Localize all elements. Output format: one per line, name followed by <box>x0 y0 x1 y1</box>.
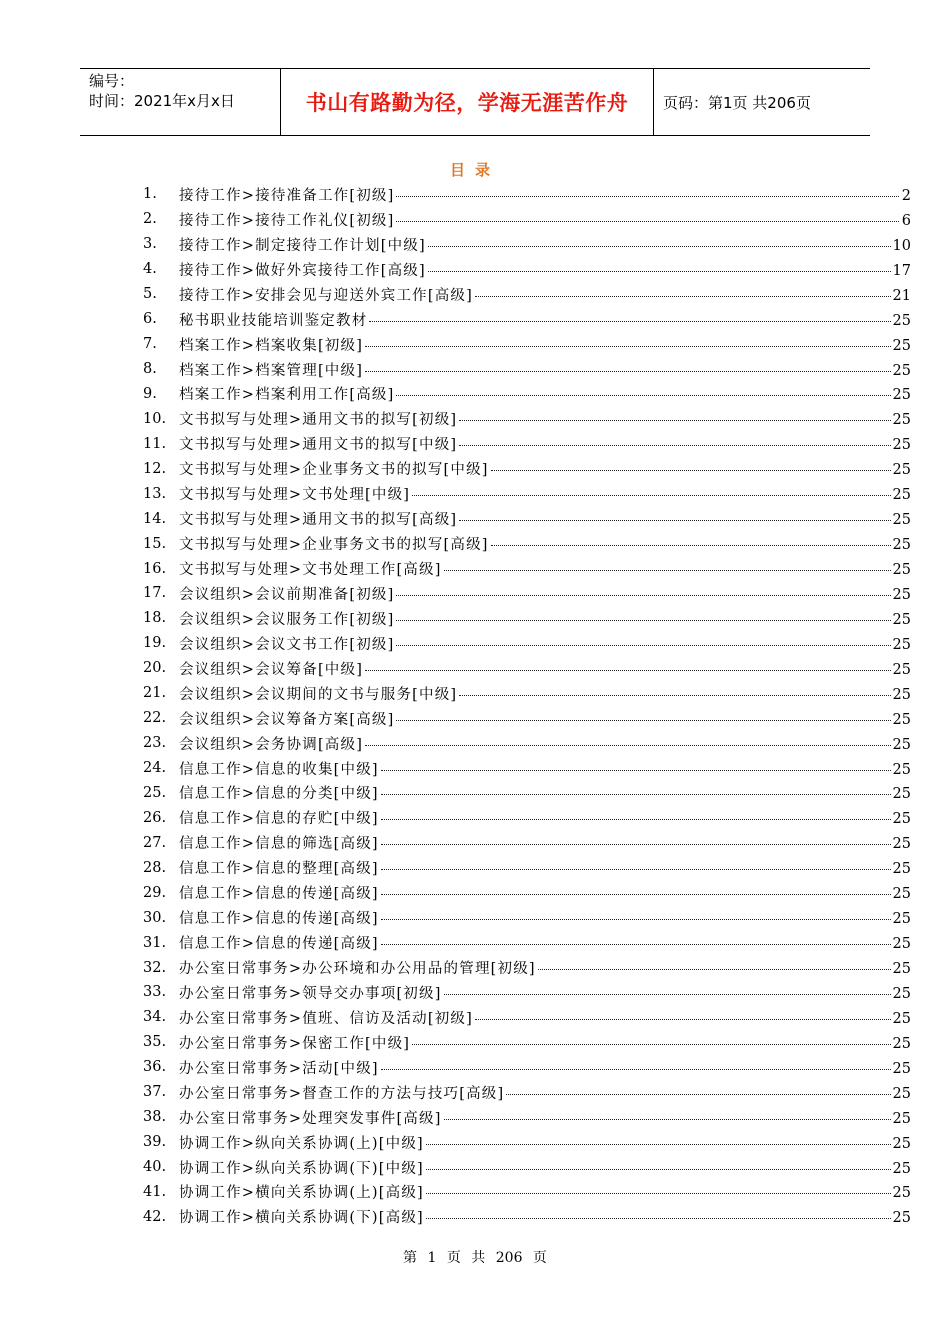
toc-entry-page: 25 <box>892 412 911 429</box>
toc-entry-page: 25 <box>892 985 911 1002</box>
toc-entry-page: 25 <box>892 1010 911 1027</box>
toc-dot-leader <box>381 830 891 845</box>
toc-dot-leader <box>459 431 890 446</box>
toc-entry[interactable] <box>0 1005 950 1030</box>
toc-entry-label[interactable]: 会议组织>会议服务工作[初级] <box>179 611 395 628</box>
toc-entry-label[interactable]: 档案工作>档案利用工作[高级] <box>179 387 395 404</box>
toc-entry-body <box>179 782 911 803</box>
toc-entry-page: 25 <box>892 936 911 953</box>
toc-entry-page: 25 <box>892 786 911 803</box>
toc-entry-body <box>179 982 911 1003</box>
toc-dot-leader <box>396 631 890 646</box>
toc-entry-number: 40. <box>143 1159 167 1176</box>
toc-dot-leader <box>475 1005 891 1020</box>
toc-entry-label[interactable]: 信息工作>信息的传递[高级] <box>179 911 379 928</box>
toc-entry-body <box>179 832 911 853</box>
toc-entry-page: 25 <box>892 437 911 454</box>
table-of-contents <box>0 182 950 1229</box>
toc-entry-label[interactable]: 档案工作>档案收集[初级] <box>179 337 364 354</box>
toc-entry[interactable] <box>0 731 950 756</box>
toc-entry-page: 25 <box>892 636 911 653</box>
toc-entry-page: 25 <box>892 836 911 853</box>
toc-entry-label[interactable]: 档案工作>档案管理[中级] <box>179 362 364 379</box>
toc-entry-label[interactable]: 秘书职业技能培训鉴定教材 <box>179 312 368 329</box>
toc-entry-body <box>179 334 911 355</box>
toc-entry-number: 35. <box>143 1034 167 1051</box>
toc-entry-number: 28. <box>143 859 167 876</box>
toc-entry-page: 25 <box>892 611 911 628</box>
toc-entry-number: 1. <box>143 186 157 203</box>
toc-entry-label[interactable]: 接待工作>安排会见与迎送外宾工作[高级] <box>179 287 473 304</box>
toc-entry-body <box>179 533 911 554</box>
toc-entry-number: 23. <box>143 735 167 752</box>
document-date: 时间：2021年x月x日 <box>89 92 235 110</box>
toc-entry[interactable] <box>0 1204 950 1229</box>
toc-entry-number: 13. <box>143 485 167 502</box>
toc-entry-number: 14. <box>143 510 167 527</box>
toc-entry-number: 6. <box>143 311 157 328</box>
toc-entry[interactable] <box>0 556 950 581</box>
toc-dot-leader <box>459 681 890 696</box>
toc-entry-label[interactable]: 信息工作>信息的传递[高级] <box>179 936 379 953</box>
toc-entry-label[interactable]: 办公室日常事务>活动[中级] <box>179 1060 379 1077</box>
toc-entry-number: 7. <box>143 336 157 353</box>
toc-entry-number: 8. <box>143 361 157 378</box>
toc-entry-page: 25 <box>892 1110 911 1127</box>
toc-entry-body <box>179 1181 911 1202</box>
toc-entry-page: 25 <box>892 562 911 579</box>
toc-entry-number: 37. <box>143 1084 167 1101</box>
toc-entry-label[interactable]: 信息工作>信息的分类[中级] <box>179 786 379 803</box>
toc-entry-page: 25 <box>892 1185 911 1202</box>
toc-entry-page: 21 <box>892 287 911 304</box>
toc-entry-page: 25 <box>892 337 911 354</box>
toc-entry-number: 16. <box>143 560 167 577</box>
toc-entry-page: 25 <box>892 886 911 903</box>
toc-entry-page: 25 <box>892 512 911 529</box>
toc-entry-number: 38. <box>143 1109 167 1126</box>
toc-entry-label[interactable]: 文书拟写与处理>文书处理工作[高级] <box>179 562 442 579</box>
toc-dot-leader <box>381 805 891 820</box>
toc-entry-page: 25 <box>892 1160 911 1177</box>
toc-entry-body <box>179 583 911 604</box>
toc-entry-body <box>179 558 911 579</box>
toc-entry-body <box>179 1107 911 1128</box>
toc-entry[interactable] <box>0 257 950 282</box>
toc-dot-leader <box>381 756 891 771</box>
toc-entry[interactable] <box>0 207 950 232</box>
toc-entry-body <box>179 1057 911 1078</box>
toc-entry-body <box>179 433 911 454</box>
toc-entry-number: 15. <box>143 535 167 552</box>
toc-title: 目录 <box>449 161 500 179</box>
toc-entry-page: 25 <box>892 736 911 753</box>
toc-entry-number: 12. <box>143 460 167 477</box>
toc-entry-body <box>179 683 911 704</box>
toc-entry[interactable] <box>0 706 950 731</box>
toc-entry-page: 25 <box>892 1135 911 1152</box>
toc-entry-label[interactable]: 信息工作>信息的存贮[中级] <box>179 811 379 828</box>
toc-dot-leader <box>412 481 890 496</box>
header-motto: 书山有路勤为径，学海无涯苦作舟 <box>281 69 654 135</box>
toc-entry-body <box>179 907 911 928</box>
toc-entry-page: 25 <box>892 661 911 678</box>
toc-entry-label[interactable]: 办公室日常事务>值班、信访及活动[初级] <box>179 1010 473 1027</box>
toc-entry-number: 29. <box>143 884 167 901</box>
toc-entry-label[interactable]: 信息工作>信息的整理[高级] <box>179 861 379 878</box>
toc-entry-number: 19. <box>143 635 167 652</box>
toc-entry-body <box>179 184 911 205</box>
toc-dot-leader <box>381 855 891 870</box>
toc-dot-leader <box>365 656 890 671</box>
toc-entry-label[interactable]: 会议组织>会议筹备方案[高级] <box>179 711 395 728</box>
toc-entry[interactable] <box>0 531 950 556</box>
toc-entry-number: 21. <box>143 685 167 702</box>
toc-entry-page: 25 <box>892 861 911 878</box>
toc-dot-leader <box>444 556 891 571</box>
toc-entry-body <box>179 1157 911 1178</box>
toc-entry-body <box>179 708 911 729</box>
toc-entry[interactable] <box>0 1080 950 1105</box>
toc-entry-page: 6 <box>901 212 911 229</box>
toc-entry-body <box>179 633 911 654</box>
toc-entry[interactable] <box>0 1055 950 1080</box>
toc-entry-body <box>179 1082 911 1103</box>
toc-entry-body <box>179 408 911 429</box>
toc-entry-page: 25 <box>892 1060 911 1077</box>
toc-entry[interactable] <box>0 307 950 332</box>
toc-dot-leader <box>369 307 890 322</box>
toc-entry-label[interactable]: 协调工作>横向关系协调(上)[高级] <box>179 1185 424 1202</box>
toc-entry-body <box>179 758 911 779</box>
toc-entry-page: 25 <box>892 1035 911 1052</box>
toc-entry[interactable] <box>0 905 950 930</box>
toc-entry-body <box>179 857 911 878</box>
toc-dot-leader <box>428 257 891 272</box>
toc-dot-leader <box>475 282 891 297</box>
toc-entry[interactable] <box>0 955 950 980</box>
toc-entry-page: 25 <box>892 586 911 603</box>
toc-entry-number: 41. <box>143 1183 167 1200</box>
toc-dot-leader <box>381 905 891 920</box>
toc-entry-page: 25 <box>892 387 911 404</box>
toc-entry-number: 36. <box>143 1059 167 1076</box>
toc-entry-body <box>179 259 911 280</box>
header-page-info: 页码：第1页 共206页 <box>663 93 811 112</box>
toc-entry-label[interactable]: 文书拟写与处理>通用文书的拟写[中级] <box>179 437 458 454</box>
toc-entry-label[interactable]: 协调工作>纵向关系协调(下)[中级] <box>179 1160 424 1177</box>
toc-entry-page: 25 <box>892 362 911 379</box>
toc-dot-leader <box>396 381 890 396</box>
toc-dot-leader <box>426 1130 891 1145</box>
toc-entry-body <box>179 807 911 828</box>
toc-entry-label[interactable]: 文书拟写与处理>企业事务文书的拟写[高级] <box>179 537 489 554</box>
toc-entry-label[interactable]: 信息工作>信息的筛选[高级] <box>179 836 379 853</box>
toc-dot-leader <box>444 1105 891 1120</box>
toc-entry-number: 27. <box>143 834 167 851</box>
toc-entry-label[interactable]: 文书拟写与处理>通用文书的拟写[高级] <box>179 512 458 529</box>
toc-entry-page: 25 <box>892 462 911 479</box>
header-meta-cell <box>80 69 281 135</box>
toc-entry-number: 4. <box>143 261 157 278</box>
toc-dot-leader <box>444 980 891 995</box>
toc-dot-leader <box>426 1204 891 1219</box>
toc-entry-number: 32. <box>143 959 167 976</box>
toc-entry-body <box>179 1032 911 1053</box>
toc-entry-page: 25 <box>892 711 911 728</box>
toc-entry-number: 17. <box>143 585 167 602</box>
toc-entry-number: 22. <box>143 710 167 727</box>
toc-dot-leader <box>365 332 890 347</box>
toc-entry-label[interactable]: 文书拟写与处理>通用文书的拟写[初级] <box>179 412 458 429</box>
toc-entry-label[interactable]: 办公室日常事务>保密工作[中级] <box>179 1035 411 1052</box>
toc-entry-label[interactable]: 办公室日常事务>处理突发事件[高级] <box>179 1110 442 1127</box>
toc-entry-label[interactable]: 接待工作>接待准备工作[初级] <box>179 187 395 204</box>
toc-entry-body <box>179 1206 911 1227</box>
toc-entry-label[interactable]: 会议组织>会议筹备[中级] <box>179 661 364 678</box>
toc-entry[interactable] <box>0 431 950 456</box>
toc-dot-leader <box>459 506 890 521</box>
toc-entry[interactable] <box>0 1105 950 1130</box>
toc-dot-leader <box>538 955 891 970</box>
toc-entry[interactable] <box>0 681 950 706</box>
toc-entry[interactable] <box>0 1155 950 1180</box>
toc-dot-leader <box>459 406 890 421</box>
toc-dot-leader <box>381 1055 891 1070</box>
toc-entry[interactable] <box>0 456 950 481</box>
toc-entry-body <box>179 658 911 679</box>
toc-entry-body <box>179 882 911 903</box>
toc-entry-body <box>179 383 911 404</box>
toc-entry[interactable] <box>0 382 950 407</box>
toc-entry-number: 9. <box>143 385 157 402</box>
toc-entry-number: 42. <box>143 1208 167 1225</box>
page-header <box>80 68 870 136</box>
toc-entry-label[interactable]: 办公室日常事务>办公环境和办公用品的管理[初级] <box>179 961 536 978</box>
toc-dot-leader <box>426 1179 891 1194</box>
toc-entry-page: 10 <box>892 237 911 254</box>
toc-entry-page: 25 <box>892 1085 911 1102</box>
toc-entry[interactable] <box>0 930 950 955</box>
toc-entry-label[interactable]: 文书拟写与处理>文书处理[中级] <box>179 487 411 504</box>
toc-entry-body <box>179 1132 911 1153</box>
toc-dot-leader <box>365 731 890 746</box>
toc-entry[interactable] <box>0 855 950 880</box>
toc-entry[interactable] <box>0 357 950 382</box>
toc-entry[interactable] <box>0 781 950 806</box>
toc-dot-leader <box>491 456 891 471</box>
toc-entry-body <box>179 1007 911 1028</box>
toc-entry-label[interactable]: 会议组织>会务协调[高级] <box>179 736 364 753</box>
toc-entry-label[interactable]: 协调工作>横向关系协调(下)[高级] <box>179 1210 424 1227</box>
toc-entry-number: 10. <box>143 410 167 427</box>
toc-entry-page: 25 <box>892 811 911 828</box>
toc-dot-leader <box>396 182 899 197</box>
toc-entry[interactable] <box>0 581 950 606</box>
toc-entry-page: 25 <box>892 761 911 778</box>
toc-entry[interactable] <box>0 631 950 656</box>
toc-entry-body <box>179 209 911 230</box>
toc-entry[interactable] <box>0 481 950 506</box>
toc-entry-body <box>179 359 911 380</box>
toc-dot-leader <box>491 531 891 546</box>
toc-entry-body <box>179 309 911 330</box>
toc-entry-number: 31. <box>143 934 167 951</box>
toc-entry-body <box>179 458 911 479</box>
toc-entry-label[interactable]: 文书拟写与处理>企业事务文书的拟写[中级] <box>179 462 489 479</box>
toc-entry-body <box>179 234 911 255</box>
toc-entry-page: 2 <box>901 187 911 204</box>
toc-dot-leader <box>506 1080 890 1095</box>
toc-entry-label[interactable]: 会议组织>会议文书工作[初级] <box>179 636 395 653</box>
toc-dot-leader <box>381 780 891 795</box>
toc-entry-body <box>179 733 911 754</box>
document-number-label: 编号： <box>89 72 135 90</box>
toc-entry[interactable] <box>0 282 950 307</box>
toc-entry-number: 20. <box>143 660 167 677</box>
toc-entry-number: 33. <box>143 984 167 1001</box>
toc-entry[interactable] <box>0 182 950 207</box>
toc-entry[interactable] <box>0 1130 950 1155</box>
toc-entry-label[interactable]: 接待工作>制定接待工作计划[中级] <box>179 237 426 254</box>
toc-entry[interactable] <box>0 1180 950 1205</box>
toc-entry-number: 2. <box>143 211 157 228</box>
toc-dot-leader <box>365 357 890 372</box>
toc-entry-page: 25 <box>892 911 911 928</box>
toc-entry-page: 25 <box>892 961 911 978</box>
toc-entry[interactable] <box>0 606 950 631</box>
toc-entry-number: 39. <box>143 1134 167 1151</box>
toc-entry-label[interactable]: 办公室日常事务>督查工作的方法与技巧[高级] <box>179 1085 505 1102</box>
toc-entry-page: 25 <box>892 312 911 329</box>
toc-entry-number: 25. <box>143 784 167 801</box>
toc-entry-number: 5. <box>143 286 157 303</box>
toc-entry-label[interactable]: 办公室日常事务>领导交办事项[初级] <box>179 985 442 1002</box>
toc-entry-label[interactable]: 会议组织>会议期间的文书与服务[中级] <box>179 686 458 703</box>
toc-dot-leader <box>381 930 891 945</box>
toc-entry[interactable] <box>0 656 950 681</box>
toc-entry[interactable] <box>0 332 950 357</box>
toc-entry-page: 25 <box>892 487 911 504</box>
toc-entry[interactable] <box>0 506 950 531</box>
toc-entry-number: 3. <box>143 236 157 253</box>
toc-entry-body <box>179 957 911 978</box>
toc-entry-number: 18. <box>143 610 167 627</box>
toc-entry[interactable] <box>0 406 950 431</box>
toc-entry-label[interactable]: 会议组织>会议前期准备[初级] <box>179 586 395 603</box>
toc-entry-body <box>179 608 911 629</box>
toc-entry[interactable] <box>0 980 950 1005</box>
toc-dot-leader <box>396 706 890 721</box>
toc-entry[interactable] <box>0 232 950 257</box>
toc-entry-label[interactable]: 协调工作>纵向关系协调(上)[中级] <box>179 1135 424 1152</box>
toc-entry-page: 25 <box>892 1210 911 1227</box>
page-footer: 第 1 页 共 206 页 <box>403 1250 547 1266</box>
toc-dot-leader <box>396 581 890 596</box>
toc-entry-number: 11. <box>143 435 167 452</box>
toc-entry-number: 24. <box>143 760 167 777</box>
toc-entry-label[interactable]: 接待工作>做好外宾接待工作[高级] <box>179 262 426 279</box>
toc-dot-leader <box>426 1155 891 1170</box>
toc-entry-page: 25 <box>892 537 911 554</box>
toc-entry-body <box>179 284 911 305</box>
toc-entry[interactable] <box>0 880 950 905</box>
toc-entry-number: 34. <box>143 1009 167 1026</box>
toc-entry[interactable] <box>0 756 950 781</box>
toc-dot-leader <box>428 232 891 247</box>
toc-dot-leader <box>396 207 899 222</box>
toc-entry-body <box>179 932 911 953</box>
toc-entry[interactable] <box>0 1030 950 1055</box>
toc-entry-page: 25 <box>892 686 911 703</box>
toc-entry-body <box>179 483 911 504</box>
toc-entry-page: 17 <box>892 262 911 279</box>
toc-dot-leader <box>381 880 891 895</box>
toc-entry-number: 26. <box>143 809 167 826</box>
toc-dot-leader <box>396 606 890 621</box>
toc-entry-label[interactable]: 信息工作>信息的传递[高级] <box>179 886 379 903</box>
toc-entry[interactable] <box>0 830 950 855</box>
toc-entry-number: 30. <box>143 909 167 926</box>
toc-entry-label[interactable]: 接待工作>接待工作礼仪[初级] <box>179 212 395 229</box>
toc-entry[interactable] <box>0 805 950 830</box>
toc-dot-leader <box>412 1030 890 1045</box>
toc-entry-label[interactable]: 信息工作>信息的收集[中级] <box>179 761 379 778</box>
toc-entry-body <box>179 508 911 529</box>
